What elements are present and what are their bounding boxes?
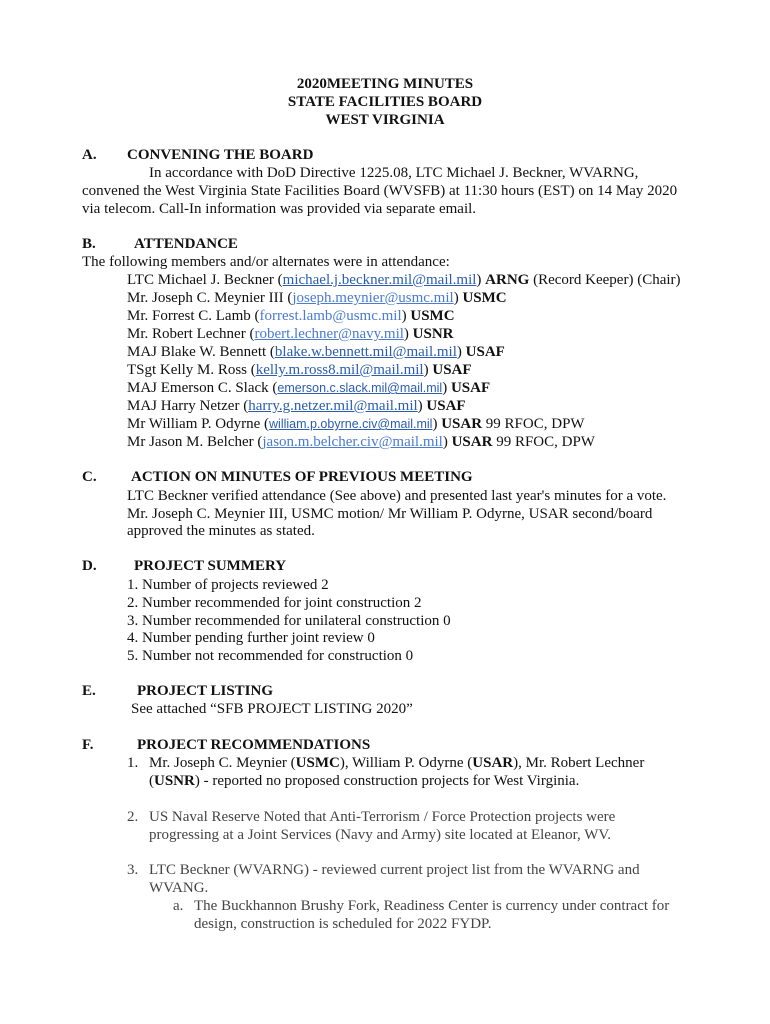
attendee-name: TSgt Kelly M. Ross (	[127, 362, 256, 378]
attendee-close: )	[423, 362, 429, 378]
section-e-title: PROJECT LISTING	[137, 683, 274, 699]
summary-item: 4. Number pending further joint review 0	[127, 630, 375, 646]
summary-item: 3. Number recommended for unilateral construction 0	[127, 613, 451, 629]
attendee-name: MAJ Harry Netzer (	[127, 398, 249, 414]
section-e-text: See attached “SFB PROJECT LISTING 2020”	[131, 701, 413, 717]
attendee-row	[127, 361, 472, 379]
attendee-row	[127, 397, 466, 415]
attendee-email-link[interactable]: william.p.obyrne.civ@mail.mil	[269, 417, 433, 431]
section-c-line-2: Mr. Joseph C. Meynier III, USMC motion/ Mr William P. Odyrne, USAR second/board	[127, 506, 653, 522]
attendee-row	[127, 271, 681, 289]
attendee-row	[127, 289, 507, 307]
attendee-org: USAF	[432, 362, 472, 378]
attendee-email-link[interactable]: jason.m.belcher.civ@mail.mil	[262, 434, 443, 450]
attendee-org: USAR	[451, 434, 493, 450]
attendee-email-link[interactable]: blake.w.bennett.mil@mail.mil	[274, 344, 457, 360]
rec-1-line-1	[149, 754, 644, 772]
attendee-email-link[interactable]: forrest.lamb@usmc.mil	[259, 308, 402, 324]
attendee-row	[127, 325, 454, 343]
attendee-org: USAF	[450, 380, 491, 396]
attendee-close: )	[476, 272, 482, 288]
section-a-letter: A.	[82, 147, 97, 163]
attendee-close: )	[403, 326, 409, 342]
section-b-letter: B.	[82, 236, 96, 252]
rec-3-line-2: WVANG.	[149, 880, 209, 896]
title-line-1: 2020MEETING MINUTES	[296, 76, 474, 92]
attendee-close: )	[442, 434, 448, 450]
attendee-extra: 99 RFOC, DPW	[482, 416, 585, 432]
section-a-title: CONVENING THE BOARD	[127, 147, 314, 163]
attendance-intro: The following members and/or alternates were in attendance:	[82, 254, 450, 270]
rec-1-text: ), William P. Odyrne (	[339, 755, 473, 771]
attendee-email-link[interactable]: joseph.meynier@usmc.mil	[292, 290, 454, 306]
rec-1-text: Mr. Joseph C. Meynier (	[149, 755, 296, 771]
attendee-org: USAR	[441, 416, 483, 432]
attendee-org: USAF	[465, 344, 505, 360]
attendee-row	[127, 433, 595, 451]
rec-1-text: ) - reported no proposed construction projects for West Virginia.	[194, 773, 580, 789]
rec-2-number: 2.	[127, 809, 139, 825]
attendee-close: )	[456, 344, 462, 360]
section-a-line-2: convened the West Virginia State Facilities Board (WVSFB) at 11:30 hours (EST) on 14 May 2020	[82, 183, 678, 199]
summary-item: 1. Number of projects reviewed 2	[127, 577, 329, 593]
section-a-line-3: via telecom. Call-In information was provided via separate email.	[82, 201, 477, 217]
attendee-name: Mr Jason M. Belcher (	[127, 434, 263, 450]
attendee-extra: 99 RFOC, DPW	[492, 434, 595, 450]
attendee-name: LTC Michael J. Beckner (	[127, 272, 283, 288]
section-a-line-1: In accordance with DoD Directive 1225.08, LTC Michael J. Beckner, WVARNG,	[149, 165, 639, 181]
rec-1-text: ), Mr. Robert Lechner	[513, 755, 645, 771]
rec-1-org: USAR	[472, 755, 514, 771]
attendee-org: USNR	[412, 326, 454, 342]
attendee-row	[127, 379, 490, 397]
rec-3-line-1: LTC Beckner (WVARNG) - reviewed current project list from the WVARNG and	[149, 862, 640, 878]
rec-2-line-2: progressing at a Joint Services (Navy and Army) site located at Eleanor, WV.	[149, 827, 612, 843]
attendee-org: USMC	[410, 308, 455, 324]
summary-item: 2. Number recommended for joint construction 2	[127, 595, 422, 611]
attendee-close: )	[417, 398, 423, 414]
section-c-title: ACTION ON MINUTES OF PREVIOUS MEETING	[131, 469, 473, 485]
attendee-extra: (Record Keeper) (Chair)	[529, 272, 681, 288]
section-c-line-1: LTC Beckner verified attendance (See above) and presented last year's minutes for a vote.	[127, 488, 667, 504]
rec-3-number: 3.	[127, 862, 139, 878]
attendee-name: Mr. Joseph C. Meynier III (	[127, 290, 293, 306]
section-c-line-3: approved the minutes as stated.	[127, 523, 315, 539]
rec-3a-line-2: design, construction is scheduled for 2022 FYDP.	[194, 916, 492, 932]
rec-1-line-2	[149, 772, 579, 790]
attendee-name: Mr William P. Odyrne (	[127, 416, 270, 432]
attendee-name: MAJ Emerson C. Slack (	[127, 380, 278, 396]
attendee-name: Mr. Forrest C. Lamb (	[127, 308, 260, 324]
attendee-email-link[interactable]: kelly.m.ross8.mil@mail.mil	[255, 362, 424, 378]
section-d-title: PROJECT SUMMERY	[134, 558, 287, 574]
title-line-3: WEST VIRGINIA	[325, 112, 445, 128]
section-f-title: PROJECT RECOMMENDATIONS	[137, 737, 371, 753]
section-d-letter: D.	[82, 558, 97, 574]
section-e-letter: E.	[82, 683, 96, 699]
attendee-email-link[interactable]: michael.j.beckner.mil@mail.mil	[282, 272, 477, 288]
rec-1-number: 1.	[127, 755, 139, 771]
attendee-close: )	[442, 380, 448, 396]
rec-3a-line-1: The Buckhannon Brushy Fork, Readiness Center is currency under contract for	[194, 898, 670, 914]
summary-item: 5. Number not recommended for construction 0	[127, 648, 414, 664]
attendee-row	[127, 343, 505, 361]
rec-1-org: USNR	[154, 773, 195, 789]
attendee-org: USAF	[426, 398, 466, 414]
rec-1-text: (	[149, 773, 154, 789]
attendee-name: MAJ Blake W. Bennett (	[127, 344, 275, 360]
attendee-email-link[interactable]: emerson.c.slack.mil@mail.mil	[277, 381, 443, 395]
rec-1-org: USMC	[295, 755, 340, 771]
section-c-letter: C.	[82, 469, 97, 485]
attendee-close: )	[401, 308, 407, 324]
attendee-org: USMC	[462, 290, 507, 306]
title-line-2: STATE FACILITIES BOARD	[287, 94, 483, 110]
attendee-close: )	[453, 290, 459, 306]
rec-3a-letter: a.	[173, 898, 184, 914]
section-b-title: ATTENDANCE	[134, 236, 238, 252]
attendee-email-link[interactable]: harry.g.netzer.mil@mail.mil	[248, 398, 418, 414]
attendee-email-link[interactable]: robert.lechner@navy.mil	[254, 326, 404, 342]
attendee-org: ARNG	[485, 272, 530, 288]
attendee-close: )	[432, 416, 438, 432]
attendee-row	[127, 307, 455, 325]
section-f-letter: F.	[82, 737, 94, 753]
rec-2-line-1: US Naval Reserve Noted that Anti-Terrorism / Force Protection projects were	[149, 809, 616, 825]
attendee-name: Mr. Robert Lechner (	[127, 326, 255, 342]
attendee-row	[127, 415, 585, 433]
